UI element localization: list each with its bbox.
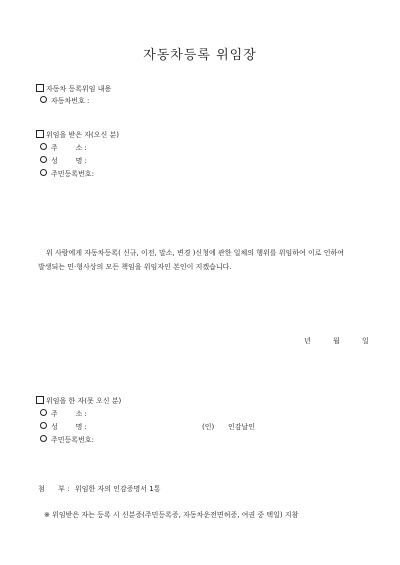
- id-note: ※ 위임받은 자는 등록 시 신분증(주민등록증, 자동차운전면허증, 여권 중 택일) 지참: [44, 511, 299, 519]
- delegation-statement: 위 사람에게 자동차등록( 신규, 이전, 말소, 변경 )신청에 관한 일체의 행위를 위임하여 이로 인하여 발생되는 민·형사상의 모든 책임을 위임자인 본인이 지겠습니다.: [38, 249, 345, 271]
- attachment-text: 위임한 자의 인감증명서 1통: [75, 485, 161, 493]
- delegator-rrn-field: 주민등록번호:: [40, 435, 94, 445]
- delegate-rrn-field: 주민등록번호:: [40, 169, 94, 179]
- delegate-section-heading: 위임을 받은 자(오신 분): [36, 130, 119, 140]
- date-month: 월: [333, 337, 340, 345]
- delegate-address-field: 주 소 :: [40, 143, 87, 153]
- delegate-name-field: 성 명 :: [40, 156, 87, 166]
- page-title: 자동차등록 위임장: [143, 48, 257, 63]
- vehicle-number-field: 자동차번호 :: [40, 96, 89, 106]
- seal-mark: (인): [202, 423, 215, 431]
- delegator-name-field: 성 명 :: [40, 422, 87, 432]
- delegator-address-field: 주 소 :: [40, 409, 87, 419]
- delegator-section-heading: 위임을 한 자(못 오신 분): [36, 396, 121, 406]
- date-line: [280, 336, 369, 346]
- date-year: 년: [304, 337, 311, 345]
- attachment-label: 첨 부 :: [38, 485, 70, 493]
- date-day: 일: [362, 337, 369, 345]
- seal-note: 인감날인: [228, 423, 256, 431]
- vehicle-section-heading: 자동차 등록위임 내용: [36, 84, 111, 94]
